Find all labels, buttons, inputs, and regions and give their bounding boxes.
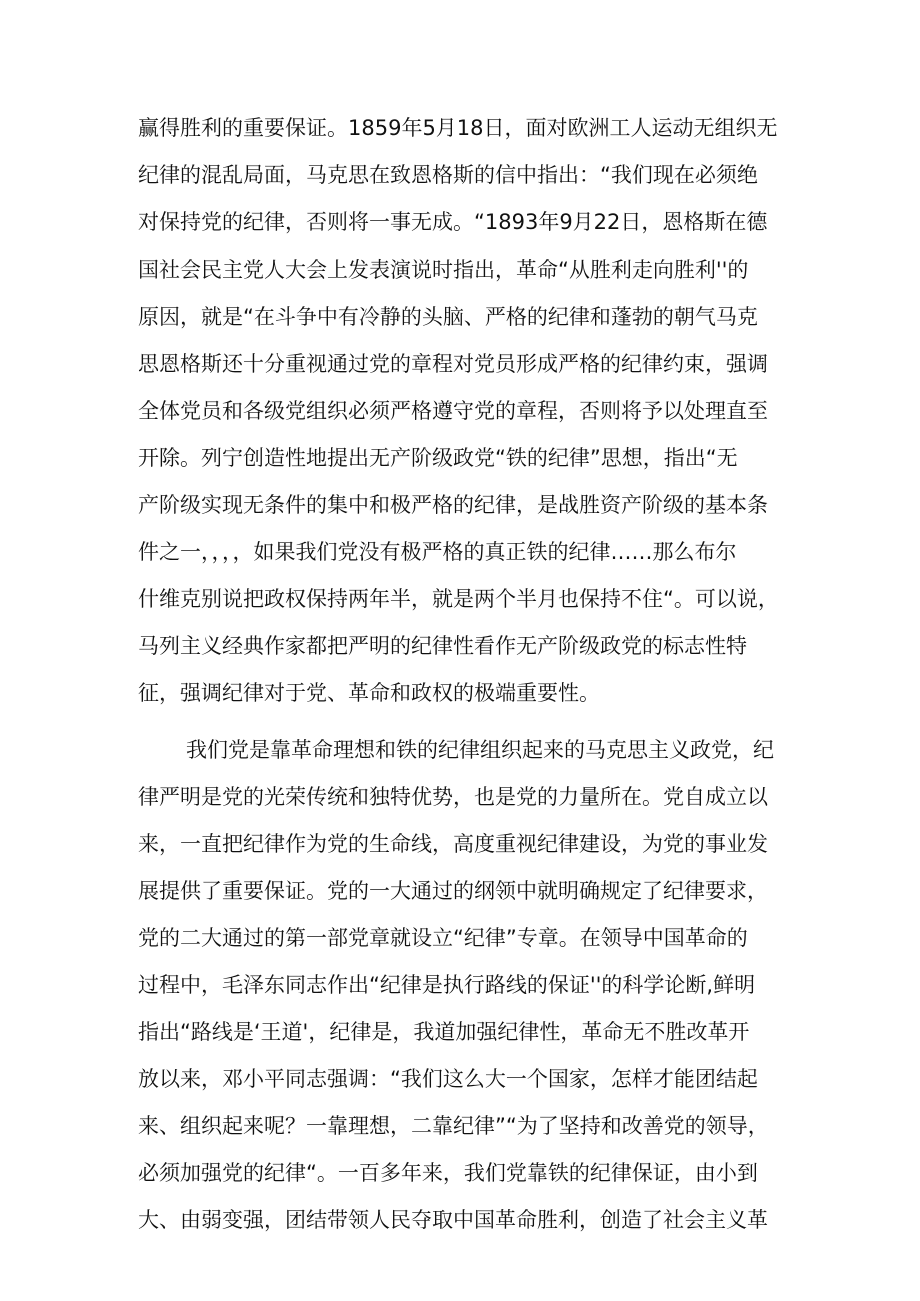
text-line: 来，一直把纪律作为党的生命线，高度重视纪律建设，为党的事业发 bbox=[138, 832, 768, 856]
text-line: 件之一，，，，如果我们党没有极严格的真正铁的纪律……那么布尔 bbox=[138, 540, 737, 564]
text-line: 展提供了重要保证。党的一大通过的纲领中就明确规定了纪律要求， bbox=[138, 879, 768, 903]
text-line: 思恩格斯还十分重视通过党的章程对党员形成严格的纪律约束，强调 bbox=[138, 352, 768, 376]
text-line: 征，强调纪律对于党、革命和政权的极端重要性。 bbox=[138, 681, 600, 705]
text-line: 对保持党的纪律，否则将一事无成。“1893年9月22日，恩格斯在德 bbox=[138, 210, 768, 234]
text-line: 大、由弱变强，团结带领人民夺取中国革命胜利，创造了社会主义革 bbox=[138, 1208, 768, 1232]
text-line: 纪律的混乱局面，马克思在致恩格斯的信中指出：“我们现在必须绝 bbox=[138, 163, 758, 187]
text-line: 原因，就是“在斗争中有冷静的头脑、严格的纪律和蓬勃的朝气马克 bbox=[138, 305, 758, 329]
text-line: 来、组织起来呢？一靠理想，二靠纪律”“为了坚持和改善党的领导， bbox=[138, 1114, 769, 1138]
text-line: 指出“路线是‘王道'，纪律是，我道加强纪律性，革命无不胜改革开 bbox=[138, 1020, 750, 1044]
text-line: 开除。列宁创造性地提出无产阶级政党“铁的纪律”思想，指出“无 bbox=[138, 446, 738, 470]
text-line: 放以来，邓小平同志强调：“我们这么大一个国家，怎样才能团结起 bbox=[138, 1067, 758, 1091]
text-line: 过程中，毛泽东同志作出“纪律是执行路线的保证''的科学论断,鲜明 bbox=[138, 973, 756, 997]
text-line: 产阶级实现无条件的集中和极严格的纪律，是战胜资产阶级的基本条 bbox=[138, 493, 768, 517]
text-line: 什维克别说把政权保持两年半，就是两个半月也保持不住“。可以说， bbox=[138, 587, 779, 611]
text-line: 必须加强党的纪律“。一百多年来，我们党靠铁的纪律保证，由小到 bbox=[138, 1161, 758, 1185]
text-line: 我们党是靠革命理想和铁的纪律组织起来的马克思主义政党，纪 bbox=[186, 738, 774, 762]
text-line: 马列主义经典作家都把严明的纪律性看作无产阶级政党的标志性特 bbox=[138, 634, 747, 658]
text-line: 党的二大通过的第一部党章就设立“纪律”专章。在领导中国革命的 bbox=[138, 926, 748, 950]
text-line: 赢得胜利的重要保证。1859年5月18日，面对欧洲工人运动无组织无 bbox=[138, 116, 778, 140]
text-line: 国社会民主党人大会上发表演说时指出，革命“从胜利走向胜利''的 bbox=[138, 258, 749, 282]
text-line: 律严明是党的光荣传统和独特优势，也是党的力量所在。党自成立以 bbox=[138, 785, 768, 809]
text-line: 全体党员和各级党组织必须严格遵守党的章程，否则将予以处理直至 bbox=[138, 399, 768, 423]
